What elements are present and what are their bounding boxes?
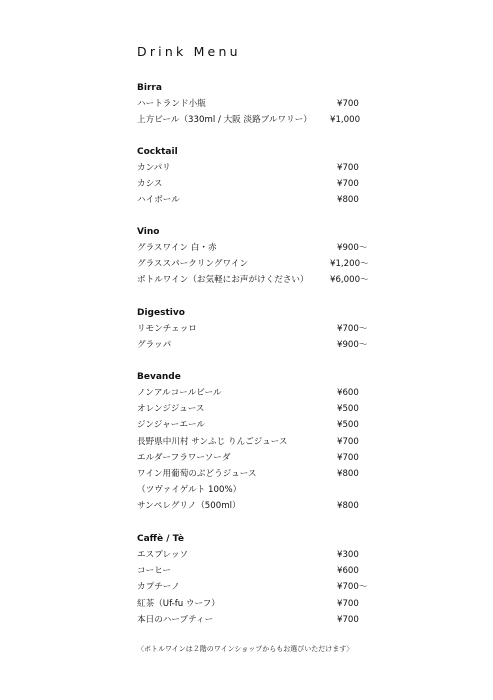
item-price: ¥700 — [337, 614, 359, 625]
section-heading: Birra — [137, 83, 162, 93]
menu-item — [137, 176, 377, 192]
item-price: ¥800 — [337, 195, 359, 206]
item-name: ボトルワイン（お気軽にお声がけください） — [137, 275, 309, 286]
item-price: ¥6,000～ — [330, 275, 369, 286]
menu-item — [137, 563, 377, 579]
item-price: ¥700～ — [337, 582, 368, 593]
item-name: グラスワイン 白・赤 — [137, 243, 217, 253]
menu-item — [137, 385, 377, 401]
item-name: ハートランド小瓶 — [137, 99, 206, 109]
item-price: ¥700 — [337, 179, 359, 190]
item-price: ¥500 — [337, 404, 359, 415]
item-price: ¥700 — [337, 436, 359, 447]
item-price: ¥1,000 — [330, 115, 361, 126]
item-price: ¥600 — [337, 388, 359, 398]
menu-item — [137, 417, 377, 433]
section-heading: Caffè / Tè — [137, 534, 184, 544]
item-name: 長野県中川村 サンふじ りんごジュース — [137, 436, 288, 447]
item-price: ¥700 — [337, 598, 359, 609]
section-digestivo — [137, 305, 377, 353]
item-name: 上方ビール（330ml / 大阪 淡路ブルワリー） — [137, 115, 312, 126]
item-name: コーヒー — [137, 566, 172, 577]
item-price: ¥900～ — [337, 243, 368, 253]
item-name: ジンジャーエール — [137, 420, 205, 431]
menu-item — [137, 112, 377, 128]
menu-item — [137, 498, 377, 514]
item-name: 本日のハーブティー — [137, 614, 214, 625]
item-name: エルダーフラワーソーダ — [137, 452, 231, 463]
item-price: ¥800 — [337, 468, 359, 479]
menu-item — [137, 321, 377, 337]
item-price: ¥500 — [337, 420, 359, 431]
menu-title: Drink Menu — [137, 44, 241, 59]
menu-item — [137, 272, 377, 288]
item-price: ¥700 — [337, 452, 359, 463]
item-price: ¥800 — [337, 501, 359, 512]
menu-item — [137, 160, 377, 176]
item-name: カシス — [137, 179, 163, 190]
item-name: ハイボール — [137, 195, 180, 206]
section-heading: Vino — [137, 227, 160, 237]
section-birra — [137, 80, 377, 128]
menu-item — [137, 579, 377, 595]
item-price: ¥700 — [337, 163, 359, 173]
menu-item — [137, 596, 377, 612]
item-name: リモンチェッロ — [137, 324, 197, 334]
item-name: グラススパークリングワイン — [137, 259, 249, 270]
section-bevande — [137, 369, 377, 515]
item-name: 紅茶（Uf-fu ウーフ） — [137, 598, 220, 609]
item-name: ワイン用葡萄のぶどうジュース — [137, 468, 257, 479]
section-heading: Bevande — [137, 372, 181, 382]
item-name: ノンアルコールビール — [137, 388, 222, 398]
item-name: エスプレッソ — [137, 550, 189, 560]
menu-item — [137, 256, 377, 272]
item-name: サンペレグリノ（500ml） — [137, 501, 241, 512]
section-caffe-te — [137, 531, 377, 628]
item-price: ¥900～ — [337, 340, 368, 351]
item-price: ¥700～ — [337, 324, 368, 334]
menu-item — [137, 612, 377, 628]
menu-item — [137, 192, 377, 208]
item-name: カプチーノ — [137, 582, 180, 593]
menu-item — [137, 240, 377, 256]
section-heading: Digestivo — [137, 308, 185, 318]
menu-item — [137, 450, 377, 466]
item-price: ¥700 — [337, 99, 359, 109]
item-name: カンパリ — [137, 163, 171, 173]
section-heading: Cocktail — [137, 147, 178, 157]
item-price: ¥1,200～ — [330, 259, 369, 270]
item-price: ¥300 — [337, 550, 359, 560]
menu-item — [137, 482, 377, 498]
menu-item — [137, 466, 377, 482]
menu-item — [137, 401, 377, 417]
menu-item — [137, 337, 377, 353]
item-name: オレンジジュース — [137, 404, 205, 415]
section-cocktail — [137, 144, 377, 209]
menu-item — [137, 434, 377, 450]
item-name: グラッパ — [137, 340, 172, 351]
item-name: （ツヴァイゲルト 100%） — [137, 485, 242, 496]
section-vino — [137, 224, 377, 289]
footnote: 〈ボトルワインは２階のワインショップからもお選びいただけます〉 — [137, 645, 354, 653]
menu-item — [137, 547, 377, 563]
item-price: ¥600 — [337, 566, 359, 577]
menu-item — [137, 96, 377, 112]
